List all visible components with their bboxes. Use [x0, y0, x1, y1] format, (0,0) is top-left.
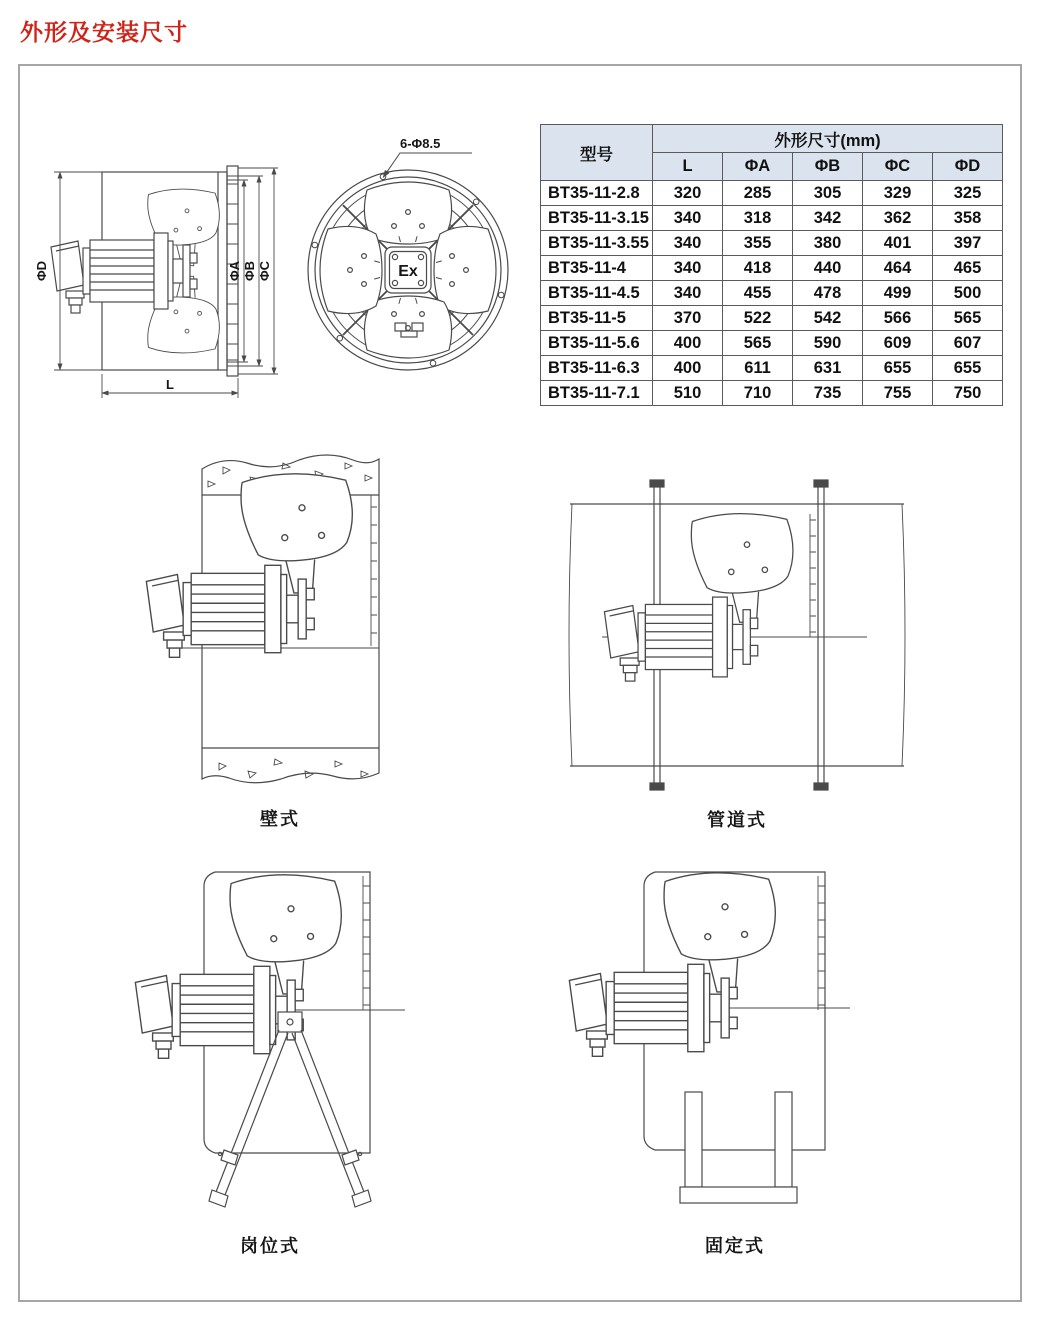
value-cell: 755 — [863, 381, 933, 406]
value-cell: 735 — [793, 381, 863, 406]
wall-mount-drawing — [135, 443, 425, 831]
value-cell: 340 — [653, 281, 723, 306]
table-row — [541, 381, 1003, 406]
value-cell: 320 — [653, 181, 723, 206]
value-cell: 358 — [933, 206, 1003, 231]
value-cell: 370 — [653, 306, 723, 331]
dim-label-phi-d: ΦD — [34, 260, 49, 282]
dim-label-phi-a: ΦA — [227, 260, 242, 282]
col-header-l: L — [653, 153, 723, 181]
table-row — [541, 331, 1003, 356]
value-cell: 340 — [653, 256, 723, 281]
bolt-callout — [383, 153, 472, 177]
dimensions-table — [540, 124, 1003, 406]
front-view-drawing — [294, 127, 524, 382]
ex-mark: Ex — [398, 263, 418, 280]
value-cell: 464 — [863, 256, 933, 281]
value-cell: 440 — [793, 256, 863, 281]
value-cell: 609 — [863, 331, 933, 356]
post-mount-drawing — [120, 860, 420, 1258]
model-cell: BT35-11-6.3 — [541, 356, 653, 381]
col-header-phi-c: ΦC — [863, 153, 933, 181]
value-cell: 340 — [653, 206, 723, 231]
model-cell: BT35-11-4.5 — [541, 281, 653, 306]
value-cell: 607 — [933, 331, 1003, 356]
value-cell: 455 — [723, 281, 793, 306]
value-cell: 655 — [933, 356, 1003, 381]
col-header-phi-b: ΦB — [793, 153, 863, 181]
stand-bracket — [680, 1092, 797, 1203]
model-cell: BT35-11-3.55 — [541, 231, 653, 256]
model-cell: BT35-11-7.1 — [541, 381, 653, 406]
value-cell: 590 — [793, 331, 863, 356]
value-cell: 710 — [723, 381, 793, 406]
model-cell: BT35-11-5.6 — [541, 331, 653, 356]
mount-caption: 岗位式 — [240, 1236, 300, 1256]
value-cell: 342 — [793, 206, 863, 231]
table-row — [541, 306, 1003, 331]
page-title: 外形及安装尺寸 — [20, 19, 188, 45]
value-cell: 522 — [723, 306, 793, 331]
col-header-phi-a: ΦA — [723, 153, 793, 181]
bolt-label: 6-Φ8.5 — [400, 136, 441, 151]
value-cell: 400 — [653, 331, 723, 356]
fixed-mount-drawing — [560, 860, 910, 1258]
value-cell: 655 — [863, 356, 933, 381]
value-cell: 478 — [793, 281, 863, 306]
table-row — [541, 256, 1003, 281]
value-cell: 500 — [933, 281, 1003, 306]
model-cell: BT35-11-4 — [541, 256, 653, 281]
value-cell: 510 — [653, 381, 723, 406]
model-cell: BT35-11-2.8 — [541, 181, 653, 206]
mount-caption: 壁式 — [260, 809, 300, 829]
value-cell: 325 — [933, 181, 1003, 206]
value-cell: 380 — [793, 231, 863, 256]
value-cell: 329 — [863, 181, 933, 206]
value-cell: 397 — [933, 231, 1003, 256]
value-cell: 340 — [653, 231, 723, 256]
value-cell: 318 — [723, 206, 793, 231]
value-cell: 565 — [723, 331, 793, 356]
group-header: 外形尺寸(mm) — [653, 125, 1003, 153]
dim-label-l: L — [166, 377, 174, 392]
value-cell: 305 — [793, 181, 863, 206]
table-row — [541, 231, 1003, 256]
table-row — [541, 281, 1003, 306]
value-cell: 465 — [933, 256, 1003, 281]
value-cell: 611 — [723, 356, 793, 381]
value-cell: 285 — [723, 181, 793, 206]
col-header-phi-d: ΦD — [933, 153, 1003, 181]
value-cell: 566 — [863, 306, 933, 331]
table-row — [541, 356, 1003, 381]
value-cell: 542 — [793, 306, 863, 331]
table-row — [541, 181, 1003, 206]
value-cell: 631 — [793, 356, 863, 381]
value-cell: 355 — [723, 231, 793, 256]
value-cell: 400 — [653, 356, 723, 381]
value-cell: 362 — [863, 206, 933, 231]
table-row — [541, 206, 1003, 231]
value-cell: 418 — [723, 256, 793, 281]
model-cell: BT35-11-3.15 — [541, 206, 653, 231]
model-cell: BT35-11-5 — [541, 306, 653, 331]
mount-caption: 固定式 — [705, 1236, 765, 1256]
dim-label-phi-c: ΦC — [257, 260, 272, 282]
value-cell: 565 — [933, 306, 1003, 331]
dim-label-phi-b: ΦB — [242, 260, 257, 282]
duct-mount-drawing — [562, 472, 912, 832]
value-cell: 401 — [863, 231, 933, 256]
model-header: 型号 — [541, 125, 653, 181]
side-view-drawing — [30, 112, 295, 417]
value-cell: 499 — [863, 281, 933, 306]
mount-caption: 管道式 — [707, 810, 767, 830]
value-cell: 750 — [933, 381, 1003, 406]
content-box — [18, 64, 1022, 1302]
